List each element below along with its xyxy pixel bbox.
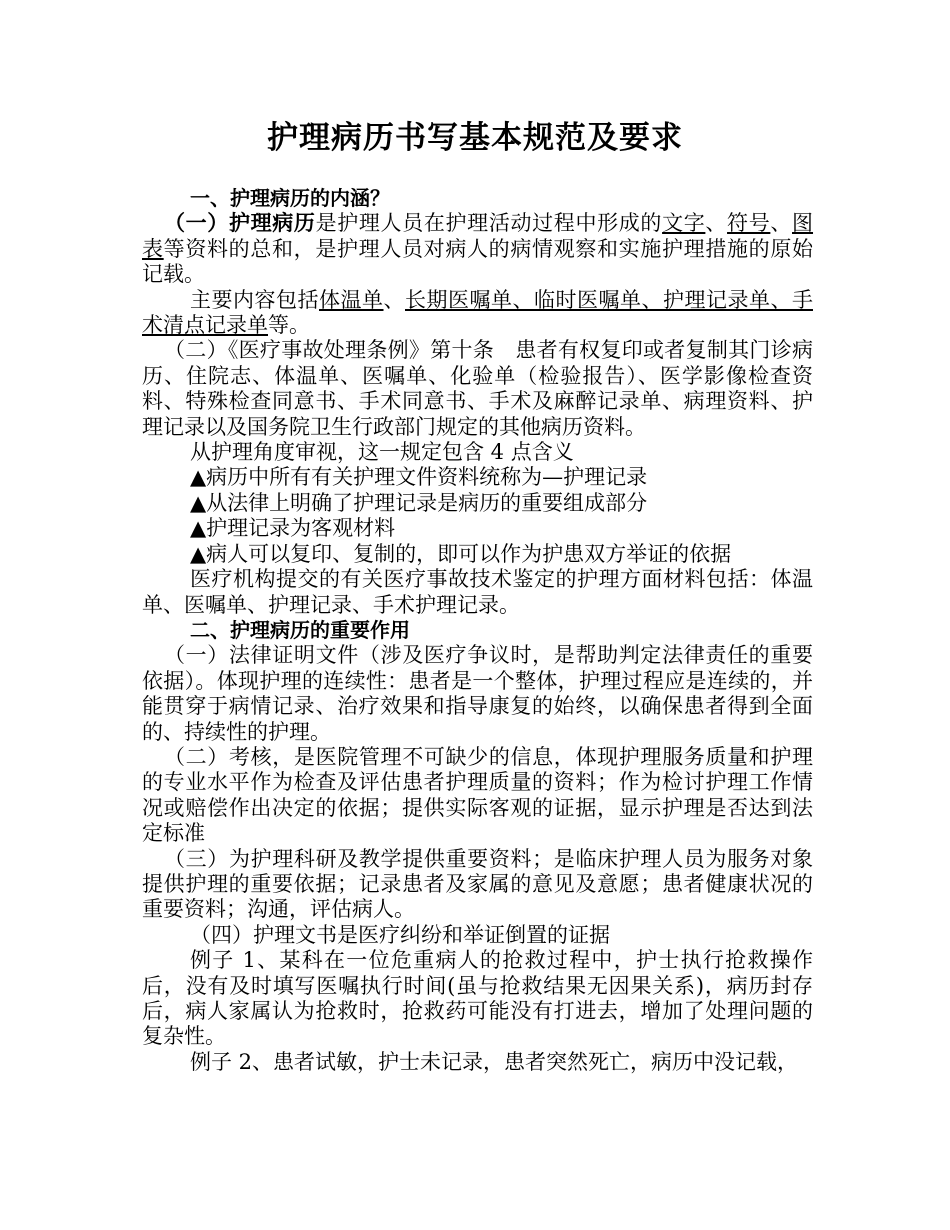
underlined-term: 符号 — [727, 211, 771, 236]
section-2-paragraph-1: （一）法律证明文件（涉及医疗争议时，是帮助判定法律责任的重要依据）。体现护理的连续性：患者是一个整体，护理过程应是连续的，并能贯穿于病情记录、治疗效果和指导康复的始终，以确保患者得到全面的、持续性的护理。 — [142, 643, 813, 744]
section-2-paragraph-4: （四）护理文书是医疗纠纷和举证倒置的证据 — [190, 922, 610, 947]
section-2-paragraph-6: 例子 2、患者试敏，护士未记录，患者突然死亡，病历中没记载， — [190, 1049, 799, 1074]
separator: 、 — [770, 211, 793, 236]
section-1-paragraph-5: 医疗机构提交的有关医疗事故技术鉴定的护理方面材料包括：体温单、医嘱单、护理记录、手术护理记录。 — [142, 567, 813, 617]
text-span: 是护理人员在护理活动过程中形成的 — [315, 211, 663, 236]
section-2-paragraph-5: 例子 1、某科在一位危重病人的抢救过程中，护士执行抢救操作后，没有及时填写医嘱执行时间(虽与抢救结果无因果关系)，病历封存后，病人家属认为抢救时，抢救药可能没有打进去，增加了处理问题的复杂性。 — [142, 948, 813, 1049]
bullet-item: ▲从法律上明确了护理记录是病历的重要组成部分 — [190, 490, 648, 515]
section-1-paragraph-2 — [142, 288, 813, 339]
underlined-term: 体温单 — [319, 287, 384, 312]
text-span: 等资料的总和，是护理人员对病人的病情观察和实施护理措施的原始记载。 — [142, 236, 814, 287]
separator: 、 — [383, 287, 405, 312]
section-2-paragraph-3: （三）为护理科研及教学提供重要资料；是临床护理人员为服务对象提供护理的重要依据；记录患者及家属的意见及意愿；患者健康状况的重要资料；沟通，评估病人。 — [142, 846, 813, 922]
underlined-term: 图表 — [142, 211, 814, 261]
term-nursing-record: 护理病历 — [228, 211, 316, 236]
section-1-paragraph-4: 从护理角度审视，这一规定包含 4 点含义 — [190, 440, 574, 465]
section-1-heading: 一、护理病历的内涵？ — [190, 186, 390, 210]
text-span: 等。 — [268, 313, 310, 338]
bullet-item: ▲护理记录为客观材料 — [190, 516, 396, 541]
bullet-item: ▲病历中所有有关护理文件资料统称为—护理记录 — [190, 465, 648, 490]
document-body — [142, 186, 813, 1075]
separator: 、 — [705, 211, 728, 236]
section-1-paragraph-1 — [142, 211, 813, 287]
paragraph-prefix: （一） — [164, 211, 229, 236]
document-title: 护理病历书写基本规范及要求 — [267, 120, 683, 156]
section-2-heading: 二、护理病历的重要作用 — [190, 617, 410, 642]
underlined-term: 文字 — [662, 211, 706, 236]
bullet-item: ▲病人可以复印、复制的，即可以作为护患双方举证的依据 — [190, 541, 732, 566]
underlined-term: 长期医嘱单、临时医嘱单、护理记录单、手术清点记录单 — [142, 287, 813, 338]
text-span: 主要内容包括 — [190, 287, 319, 312]
section-1-paragraph-3: （二）《医疗事故处理条例》第十条 患者有权复印或者复制其门诊病历、住院志、体温单、医嘱单、化验单（检验报告）、医学影像检查资料、特殊检查同意书、手术同意书、手术及麻醉记录单、病理资料、护理记录以及国务院卫生行政部门规定的其他病历资料。 — [142, 338, 813, 439]
section-2-paragraph-2: （二）考核，是医院管理不可缺少的信息，体现护理服务质量和护理的专业水平作为检查及评估患者护理质量的资料；作为检讨护理工作情况或赔偿作出决定的依据；提供实际客观的证据，显示护理是否达到法定标准 — [142, 744, 813, 846]
